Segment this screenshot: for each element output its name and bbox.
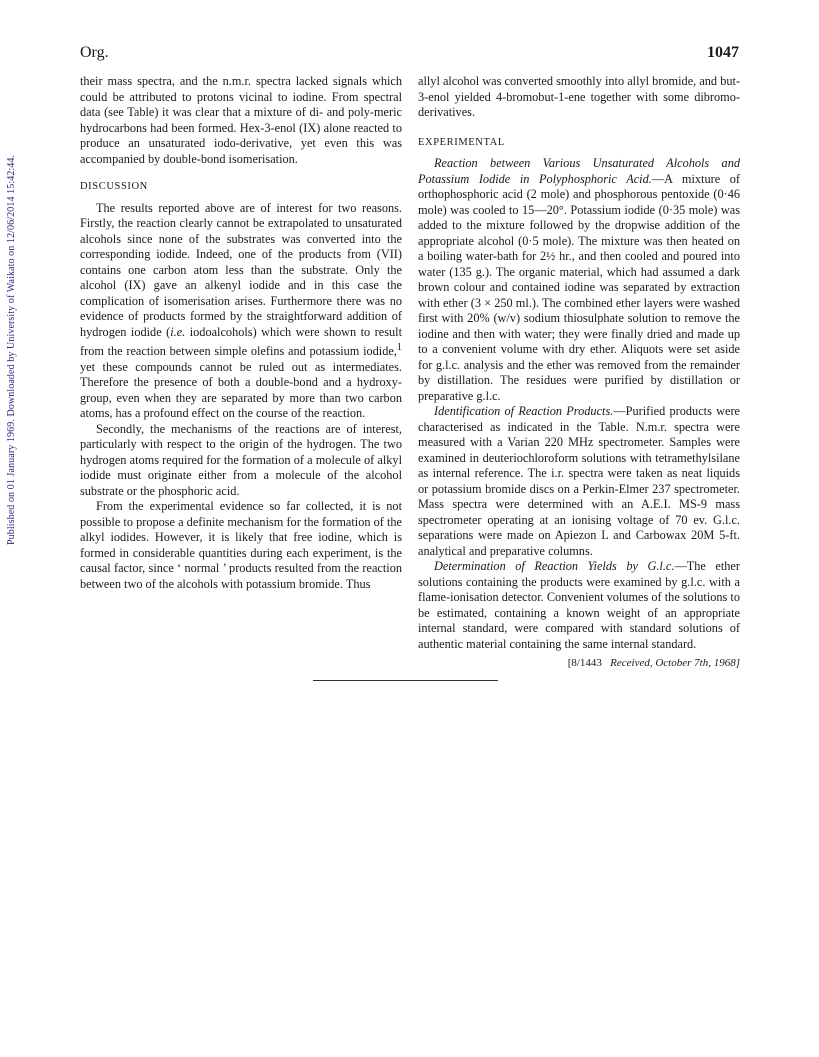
text-run: iodoalcohols) which were shown to result from the reaction between simple olefins and potassium iodide, [80, 324, 402, 359]
text-run: —Purified products were characterised as indicated in the Table. N.m.r. spectra were measured with a Varian 220 MHz spectrometer. Samples were examined in deuteriochloroform solutions with tetramethylsilane as internal reference. The i.r. spectra were taken as neat liquids or potassium bromide discs on a Perkin-Elmer 237 spectrometer. Mass spectra were determined with an A.E.I. MS-9 mass spectrometer operating at an ionising voltage of 70 ev. G.l.c. separations were made on Apiezon L and Carbowax 20M 5-ft. analytical and preparative columns. [418, 404, 740, 558]
italic-text: i.e. [170, 324, 186, 339]
text-run: —The ether solutions containing the products were examined by g.l.c. with a flame-ionisation detector. Convenient volumes of the solutions to be estimated, containing a known weight of an appropriate internal standard, were compared with standard solutions of authentic material containing the same internal standard. [418, 559, 740, 651]
right-column [418, 74, 740, 672]
text-run: The results reported above are of interest for two reasons. Firstly, the reaction clearly cannot be extrapolated to unsaturated alcohols since none of the substrates was converted into the corresponding iodide. Indeed, one of the products from (VII) contains one carbon atom less than the substrate. Only the alcohol (IX) gave an alkenyl iodide and in this case the complication of isomerisation arises. Furthermore there was no evidence of products formed by the straightforward addition of hydrogen iodide ( [80, 200, 402, 339]
publication-sidenote: Published on 01 January 1969. Downloaded by University of Waikato on 12/06/2014 15:42:44. [6, 154, 17, 546]
text-run: —A mixture of orthophosphoric acid (2 mole) and phosphorous pentoxide (0·46 mole) was cooled to 15—20°. Potassium iodide (0·35 mole) was added to the mixture followed by the dropwise addition of the appropriate alcohol (0·5 mole). The mixture was then heated on a boiling water-bath for 2½ hr., and then cooled and poured into water (135 g.). The organic material, which had assumed a dark brown colour and contained iodine was separated by extraction with ether (3 × 250 ml.). The combined ether layers were washed first with 20% (w/v) sodium thiosulphate solution to remove the iodine and then with water; they were finally dried and made up to a convenient volume with dry ether. Aliquots were set aside for g.l.c. analysis and the ether was removed from the remainder by distillation. The residues were purified by distillation or preparative g.l.c. [418, 171, 740, 403]
section-run-in-title: Determination of Reaction Yields by G.l.c. [434, 559, 675, 573]
section-run-in-title: Reaction between Various Unsaturated Alcohols and Potassium Iodide in Polyphosphoric Acid. [418, 156, 740, 186]
journal-section-label: Org. [80, 44, 109, 61]
received-line [418, 656, 740, 672]
discussion-heading: DISCUSSION [80, 181, 148, 192]
paragraph [418, 404, 740, 559]
reference-superscript: 1 [396, 342, 402, 353]
paragraph: Secondly, the mechanisms of the reactions are of interest, particularly with respect to the origin of the hydrogen. The two hydrogen atoms required for the formation of a molecule of alkyl iodide must originate either from a molecule of the alcohol substrate or the phosphoric acid. [80, 421, 402, 498]
paragraph: their mass spectra, and the n.m.r. spectra lacked signals which could be attributed to protons vicinal to iodine. From spectral data (see Table) it was clear that a mixture of di- and poly-meric hydrocarbons had been formed. Hex-3-enol (IX) alone reacted to produce an unsaturated iodo-derivative, yet even this was accompanied by double-bond isomerisation. [80, 74, 402, 166]
received-date: Received, October 7th, 1968] [610, 657, 740, 669]
paragraph [418, 559, 740, 652]
section-run-in-title: Identification of Reaction Products. [434, 404, 614, 418]
text-run: yet these compounds cannot be ruled out as intermediates. Therefore the presence of both a double-bond and a hydroxy-group, even when they are separated by more than two carbon atoms, has a profound effect on the course of the reaction. [80, 359, 402, 421]
end-rule [313, 680, 498, 681]
left-column [80, 74, 402, 592]
page-number: 1047 [707, 44, 739, 61]
paragraph [80, 201, 402, 422]
paragraph: allyl alcohol was converted smoothly into allyl bromide, and but-3-enol yielded 4-bromobut-1-ene together with some dibromo-derivatives. [418, 74, 740, 119]
experimental-heading: EXPERIMENTAL [418, 136, 505, 148]
paragraph [418, 156, 740, 404]
reference-code: [8/1443 [567, 657, 602, 669]
paragraph: From the experimental evidence so far collected, it is not possible to propose a definite mechanism for the formation of the alkyl iodides. However, it is likely that free iodine, which is formed in considerable quantities during each experiment, is the causal factor, since ‘ normal ’ products resulted from the reaction between two of the alcohols with potassium bromide. Thus [80, 499, 402, 591]
